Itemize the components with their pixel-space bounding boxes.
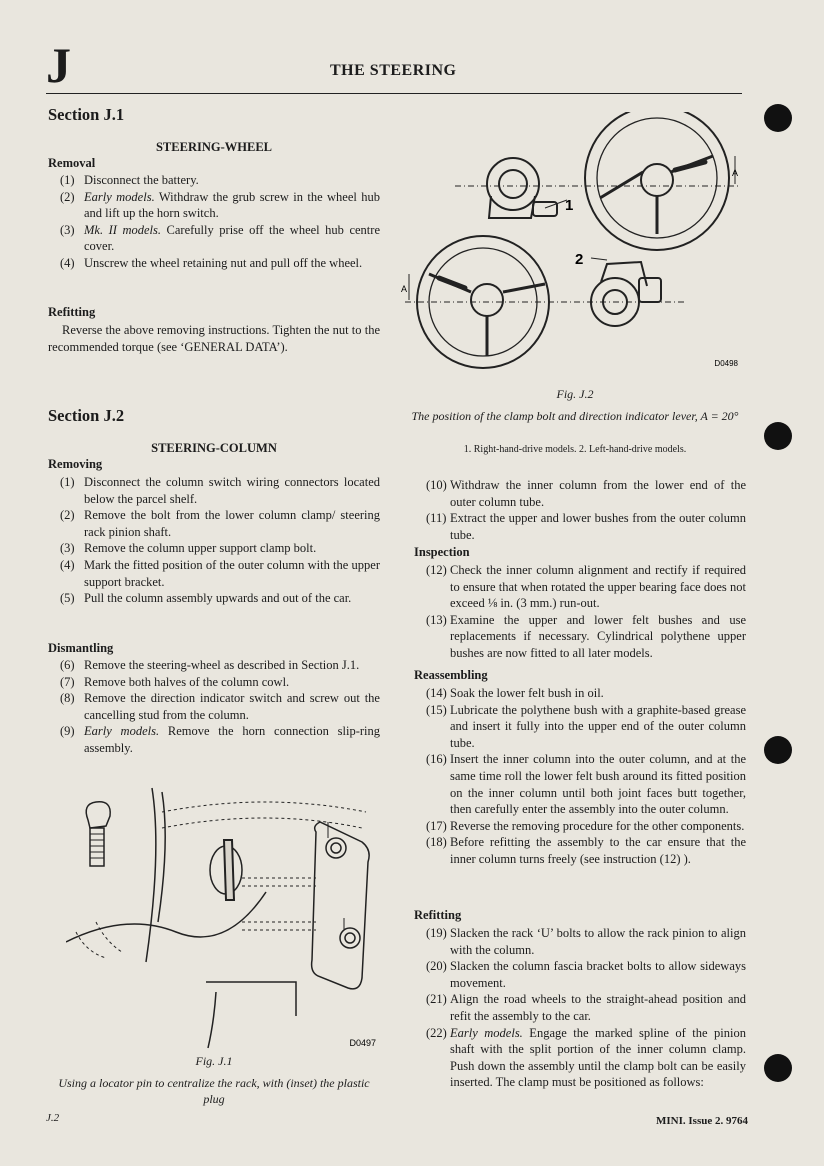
section-title: Section J.2: [48, 406, 125, 425]
removal-list: [48, 172, 380, 272]
list-item: (11) Extract the upper and lower bushes from the outer column tube.: [426, 511, 746, 542]
list-item: (20) Slacken the column fascia bracket bolts to allow sideways movement.: [426, 959, 746, 990]
list-item: (12) Check the inner column alignment and rectify if required to ensure that when rotated the upper bearing face does not exceed ⅛ in. (3 mm.) run-out.: [426, 563, 746, 611]
figure-label: Fig. J.2: [556, 387, 594, 401]
page-number: J.2: [46, 1112, 60, 1124]
list-item: (15) Lubricate the polythene bush with a graphite-based grease and insert it fully into the upper end of the outer column tube.: [426, 702, 746, 750]
column-list: [414, 477, 746, 543]
refitting-list: [414, 925, 746, 1091]
list-item: (21) Align the road wheels to the straight-ahead position and refit the assembly to the car.: [426, 992, 746, 1023]
figure-label: Fig. J.1: [195, 1054, 233, 1068]
figure-code: D0497: [349, 1038, 376, 1048]
subheading-dismantling: Dismantling: [48, 641, 114, 655]
list-item: (4) Unscrew the wheel retaining nut and pull off the wheel.: [60, 255, 363, 270]
inspection-list: [414, 562, 746, 662]
list-item: (3) Remove the column upper support clamp bolt.: [60, 541, 317, 556]
subheading-removing: Removing: [48, 457, 103, 471]
list-item: (22) Early models. Engage the marked spline of the pinion shaft with the split portion of the inner column clamp. Push down the assembly until the clamp bolt can be easily inserted. The clamp must be positioned as follows:: [426, 1025, 746, 1090]
steering-wheel-diagram: [395, 112, 745, 374]
binder-hole: [764, 736, 792, 764]
refitting-paragraph: Reverse the above removing instructions. Tighten the nut to the recommended torque (see ‘GENERAL DATA’).: [48, 323, 380, 354]
subheading-inspection: Inspection: [414, 545, 470, 559]
section-title: Section J.1: [48, 105, 125, 124]
dismantling-list: [48, 657, 380, 757]
list-item: (14) Soak the lower felt bush in oil.: [426, 686, 604, 700]
figure-legend: 1. Right-hand-drive models. 2. Left-hand-drive models.: [463, 444, 687, 455]
list-item: (16) Insert the inner column into the outer column, and at the same time roll the lower felt bush around its fitted position on the inner column until both joint faces butt together, then carefully enter the assembly into the outer column.: [426, 752, 746, 817]
page-title: THE STEERING: [330, 62, 457, 79]
list-item: (6) Remove the steering-wheel as described in Section J.1.: [60, 658, 360, 672]
list-item: (3) Mk. II models. Carefully prise off the wheel hub centre cover.: [60, 222, 380, 254]
figure-code: D0498: [714, 359, 738, 368]
figure-caption: The position of the clamp bolt and direction indicator lever, A = 20°: [411, 409, 739, 423]
subheading-refitting: Refitting: [414, 908, 462, 922]
locator-pin-diagram: [66, 782, 382, 1052]
list-item: (10) Withdraw the inner column from the lower end of the outer column tube.: [426, 478, 746, 509]
list-item: (13) Examine the upper and lower felt bushes and use replacements if necessary. Cylindrical polythene upper bushes are now fitted to all later models.: [426, 612, 746, 660]
subheading-refitting: Refitting: [48, 305, 96, 319]
reassembling-list: [414, 685, 746, 868]
angle-label: A: [400, 284, 408, 294]
subheading-reassembling: Reassembling: [414, 668, 488, 682]
issue-info: MINI. Issue 2. 9764: [656, 1115, 748, 1127]
list-item: (2) Early models. Withdraw the grub screw in the wheel hub and lift up the horn switch.: [60, 189, 380, 221]
list-item: (17) Reverse the removing procedure for the other components.: [426, 818, 745, 833]
list-item: (8) Remove the direction indicator switch and screw out the cancelling stud from the column.: [60, 691, 380, 722]
binder-hole: [764, 104, 792, 132]
list-item: (1) Disconnect the column switch wiring connectors located below the parcel shelf.: [60, 475, 380, 506]
header-rule: [46, 93, 742, 94]
binder-hole: [764, 422, 792, 450]
list-item: (4) Mark the fitted position of the outer column with the upper support bracket.: [60, 557, 380, 589]
section-heading: STEERING-COLUMN: [151, 441, 277, 455]
callout-2: 2: [575, 251, 584, 268]
list-item: (9) Early models. Remove the horn connection slip-ring assembly.: [60, 724, 380, 755]
subheading-removal: Removal: [48, 156, 96, 170]
list-item: (18) Before refitting the assembly to the car ensure that the inner column turns freely (see instruction (12) ).: [426, 835, 746, 866]
callout-1: 1: [565, 197, 574, 214]
chapter-letter: J: [46, 37, 71, 93]
list-item: (1) Disconnect the battery.: [60, 173, 199, 187]
list-item: (19) Slacken the rack ‘U’ bolts to allow the rack pinion to align with the column.: [426, 926, 746, 957]
angle-label: A: [731, 168, 739, 178]
list-item: (5) Pull the column assembly upwards and out of the car.: [60, 591, 352, 606]
section-heading: STEERING-WHEEL: [155, 140, 272, 154]
removing-list: [48, 474, 380, 607]
list-item: (7) Remove both halves of the column cowl.: [60, 674, 290, 689]
figure-caption: Using a locator pin to centralize the rack, with (inset) the plastic plug: [58, 1076, 370, 1106]
list-item: (2) Remove the bolt from the lower column clamp/ steering rack pinion shaft.: [60, 508, 380, 539]
binder-hole: [764, 1054, 792, 1082]
